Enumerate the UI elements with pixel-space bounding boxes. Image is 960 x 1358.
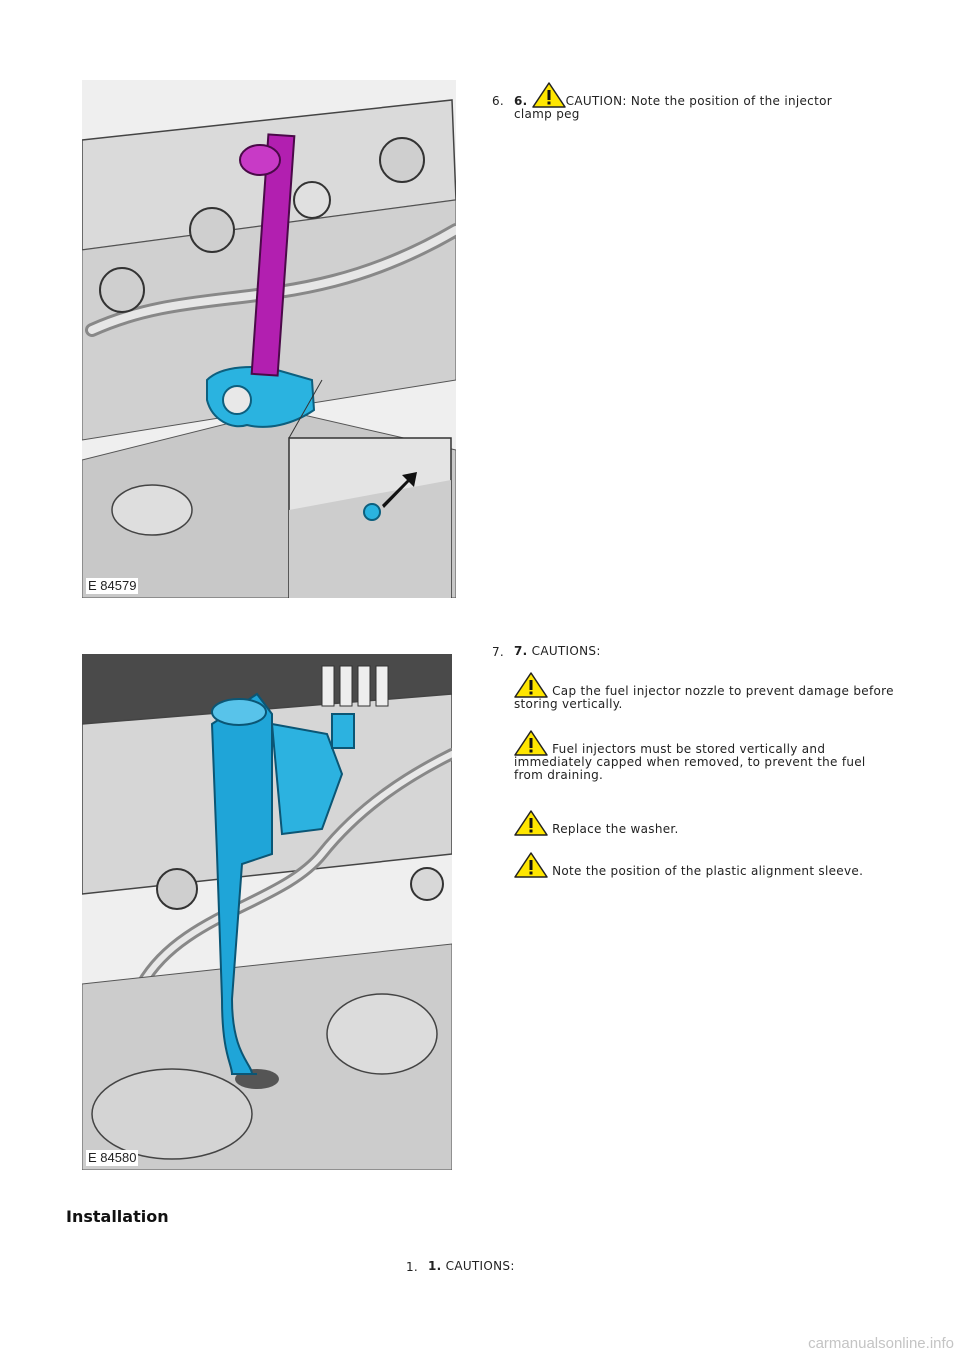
caution-item	[514, 810, 894, 836]
step-number: 7.	[514, 644, 528, 658]
step-number: 1.	[428, 1259, 442, 1273]
figure-injector-clamp	[82, 80, 456, 598]
section-heading-installation: Installation	[66, 1207, 169, 1226]
caution-text: CAUTION: Note the position of the injector clamp peg	[514, 94, 832, 121]
caution-text: Note the position of the plastic alignment sleeve.	[552, 864, 864, 878]
warning-triangle-icon	[514, 852, 548, 878]
engine-illustration-1	[82, 80, 456, 598]
installation-step-1	[428, 1260, 515, 1273]
caution-item	[514, 730, 894, 782]
caution-text: Fuel injectors must be stored vertically and immediately capped when removed, to prevent the fuel from draining.	[514, 742, 866, 782]
step-index: 6.	[492, 94, 505, 108]
step-index: 1.	[406, 1260, 419, 1274]
step-7-title	[514, 645, 601, 658]
watermark: carmanualsonline.info	[808, 1335, 954, 1352]
step-number: 6.	[514, 94, 528, 108]
caution-text: Replace the washer.	[552, 822, 679, 836]
step-6-text	[514, 82, 874, 121]
caution-item	[514, 672, 894, 711]
caution-text: Cap the fuel injector nozzle to prevent damage before storing vertically.	[514, 684, 894, 711]
figure-label: E 84579	[88, 578, 137, 593]
cautions-heading: CAUTIONS:	[531, 644, 601, 658]
warning-triangle-icon	[514, 672, 548, 698]
warning-triangle-icon	[514, 810, 548, 836]
figure-injector-removal	[82, 654, 452, 1170]
figure-label: E 84580	[88, 1150, 137, 1165]
caution-item	[514, 852, 914, 878]
step-index: 7.	[492, 645, 505, 659]
warning-triangle-icon	[532, 82, 566, 108]
warning-triangle-icon	[514, 730, 548, 756]
cautions-heading: CAUTIONS:	[445, 1259, 515, 1273]
engine-illustration-2	[82, 654, 452, 1170]
